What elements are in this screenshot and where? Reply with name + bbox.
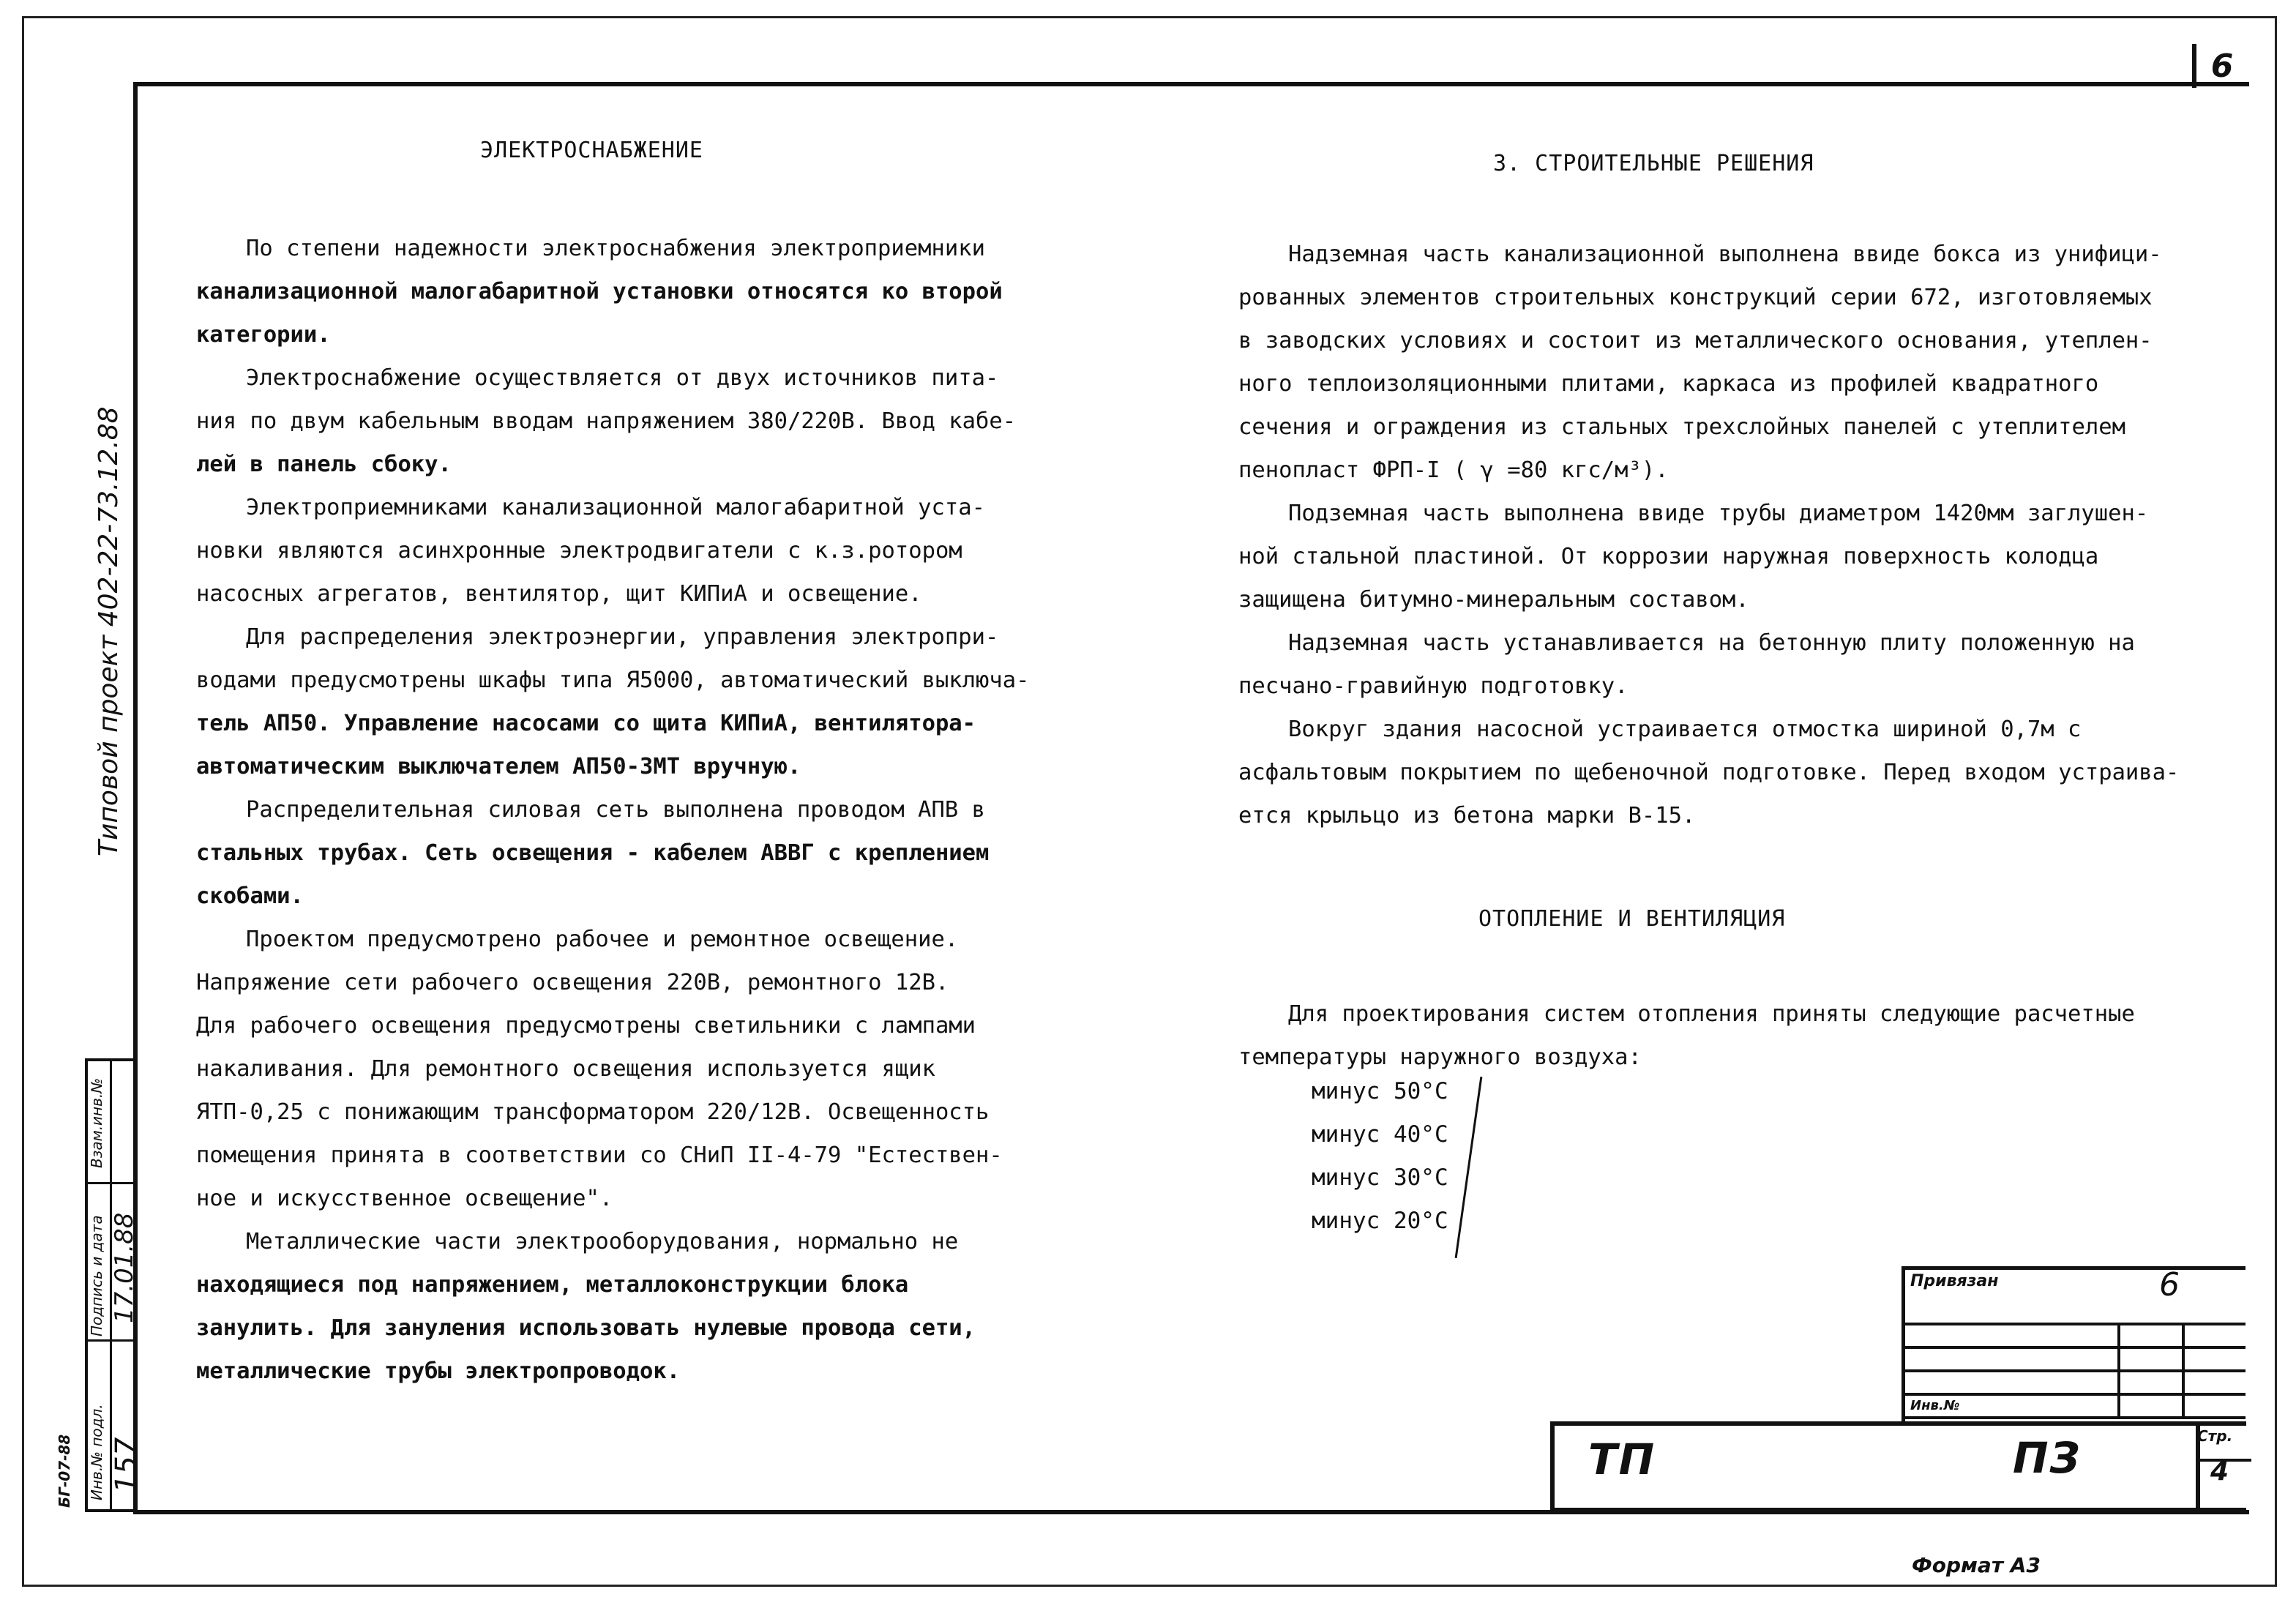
text-line: категории.	[196, 322, 331, 348]
sheet-label: Стр.	[2197, 1427, 2233, 1445]
text-line: находящиеся под напряжением, металлоконструкции блока	[196, 1272, 909, 1298]
text-line: рованных элементов строительных конструкций серии 672, изготовляемых	[1238, 285, 2153, 310]
heating-text	[1238, 992, 2135, 1079]
text-line: ния по двум кабельным вводам напряжением 380/220В. Ввод кабе-	[196, 408, 1017, 434]
left-column-text	[196, 227, 1029, 1393]
text-line: Проектом предусмотрено рабочее и ремонтное освещение.	[246, 927, 959, 952]
text-line: Металлические части электрооборудования, нормально не	[246, 1229, 959, 1254]
side-code: БГ-07-88	[56, 1434, 73, 1508]
text-line: ной стальной пластиной. От коррозии наружная поверхность колодца	[1238, 544, 2099, 569]
text-line: ется крыльцо из бетона марки В-15.	[1238, 803, 1696, 829]
text-line: температуры наружного воздуха:	[1238, 1044, 1642, 1070]
text-line: ЯТП-0,25 с понижающим трансформатором 220/12В. Освещенность	[196, 1099, 990, 1125]
side-title: Типовой проект 402-22-73.12.88	[94, 406, 124, 856]
text-line: Электроснабжение осуществляется от двух источников пита-	[246, 365, 999, 391]
replace-label: Взам.инв.№	[88, 1077, 105, 1168]
text-line: ного теплоизоляционными плитами, каркаса из профилей квадратного	[1238, 371, 2099, 397]
sheet-value: 4	[2210, 1456, 2229, 1487]
format-label: Формат А3	[1912, 1553, 2041, 1577]
left-heading: ЭЛЕКТРОСНАБЖЕНИЕ	[480, 138, 703, 163]
text-line: новки являются асинхронные электродвигатели с к.з.ротором	[196, 538, 962, 564]
text-line: накаливания. Для ремонтного освещения используется ящик	[196, 1056, 935, 1082]
temperature-item: минус 30°C	[1312, 1164, 1448, 1191]
title-doc: ПЗ	[2013, 1433, 2082, 1483]
inv-no-value: 157	[110, 1437, 143, 1493]
text-line: Подземная часть выполнена ввиде трубы диаметром 1420мм заглушен-	[1288, 501, 2149, 526]
page-number: 6	[2192, 44, 2248, 88]
text-line: ное и искусственное освещение".	[196, 1186, 613, 1211]
linked-label: Привязан	[1910, 1272, 1999, 1290]
inv-label: Инв.№	[1910, 1398, 1960, 1413]
text-line: канализационной малогабаритной установки относятся ко второй	[196, 279, 1003, 304]
right-column-text	[1238, 233, 2179, 837]
temperature-list	[1312, 1070, 1448, 1243]
text-line: асфальтовым покрытием по щебеночной подготовке. Перед входом устраива-	[1238, 760, 2180, 785]
title-code: ТП	[1588, 1435, 1656, 1484]
text-line: водами предусмотрены шкафы типа Я5000, автоматический выключа-	[196, 667, 1030, 693]
text-line: стальных трубах. Сеть освещения - кабелем АВВГ с креплением	[196, 840, 990, 866]
inv-no-label: Инв.№ подл.	[88, 1404, 105, 1500]
text-line: защищена битумно-минеральным составом.	[1238, 587, 1749, 613]
text-line: автоматическим выключателем АП50-3МТ вручную.	[196, 754, 801, 779]
linked-value: 6	[2159, 1266, 2180, 1304]
text-line: пенопласт ФРП-I ( γ =80 кгс/м³).	[1238, 457, 1669, 483]
text-line: Надземная часть устанавливается на бетонную плиту положенную на	[1288, 630, 2135, 656]
temperature-item: минус 20°C	[1312, 1208, 1448, 1234]
text-line: Электроприемниками канализационной малогабаритной уста-	[246, 495, 985, 520]
text-line: Для проектирования систем отопления приняты следующие расчетные	[1288, 1001, 2135, 1027]
text-line: скобами.	[196, 883, 304, 909]
text-line: Надземная часть канализационной выполнена ввиде бокса из унифици-	[1288, 242, 2162, 267]
text-line: Для рабочего освещения предусмотрены светильники с лампами	[196, 1013, 976, 1039]
text-line: Для распределения электроэнергии, управления электропри-	[246, 624, 999, 650]
signature-label: Подпись и дата	[88, 1215, 105, 1336]
text-line: сечения и ограждения из стальных трехслойных панелей с утеплителем	[1238, 414, 2125, 440]
text-line: металлические трубы электропроводок.	[196, 1358, 681, 1384]
text-line: занулить. Для зануления использовать нулевые провода сети,	[196, 1315, 976, 1341]
right-heading: 3. СТРОИТЕЛЬНЫЕ РЕШЕНИЯ	[1493, 151, 1814, 176]
text-line: Напряжение сети рабочего освещения 220В, ремонтного 12В.	[196, 970, 949, 995]
text-line: помещения принята в соответствии со СНиП II-4-79 "Естествен-	[196, 1143, 1003, 1168]
text-line: лей в панель сбоку.	[196, 452, 452, 477]
text-line: песчано-гравийную подготовку.	[1238, 673, 1628, 699]
text-line: в заводских условиях и состоит из металлического основания, утеплен-	[1238, 328, 2153, 354]
text-line: насосных агрегатов, вентилятор, щит КИПиА и освещение.	[196, 581, 922, 607]
text-line: Распределительная силовая сеть выполнена проводом АПВ в	[246, 797, 985, 823]
text-line: Вокруг здания насосной устраивается отмостка шириной 0,7м с	[1288, 717, 2082, 742]
text-line: тель АП50. Управление насосами со щита КИПиА, вентилятора-	[196, 711, 976, 736]
text-line: По степени надежности электроснабжения электроприемники	[246, 236, 985, 261]
temperature-item: минус 40°C	[1312, 1121, 1448, 1148]
signature-value: 17.01.88	[110, 1212, 139, 1323]
heating-heading: ОТОПЛЕНИЕ И ВЕНТИЛЯЦИЯ	[1478, 906, 1786, 932]
temperature-item: минус 50°C	[1312, 1078, 1448, 1104]
